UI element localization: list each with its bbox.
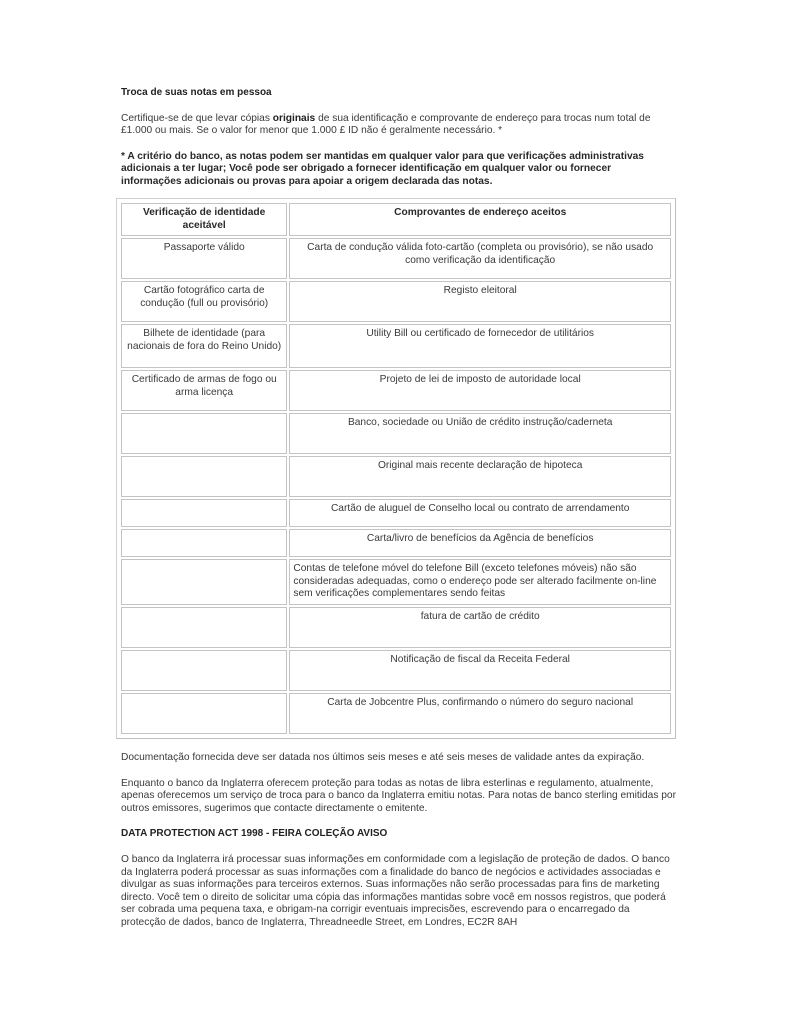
intro-section (121, 87, 673, 203)
other-issuers-note: Enquanto o banco da Inglaterra oferecem proteção para todas as notas de libra esterlinas e regulamento, atualmente, apenas oferecemos um serviço de troca para o banco da Inglaterra emitiu notas. Para notas de banco sterling emitidas por outros emissores, sugerimos que contacte directamente o emitente. (121, 777, 676, 814)
table-row (121, 370, 671, 411)
table-row (121, 529, 671, 557)
requirements-table-container (116, 198, 676, 739)
table-row (121, 281, 671, 322)
section-title: Troca de suas notas em pessoa (121, 87, 272, 98)
address-cell: Cartão de aluguel de Conselho local ou contrato de arrendamento (289, 499, 671, 527)
address-cell: Original mais recente declaração de hipoteca (289, 456, 671, 497)
id-cell: Bilhete de identidade (para nacionais de fora do Reino Unido) (121, 324, 287, 368)
intro-paragraph (121, 113, 673, 138)
id-cell (121, 559, 287, 605)
id-cell (121, 456, 287, 497)
id-cell (121, 499, 287, 527)
table-row (121, 693, 671, 734)
id-cell: Certificado de armas de fogo ou arma licença (121, 370, 287, 411)
table-row (121, 499, 671, 527)
id-cell: Passaporte válido (121, 238, 287, 279)
intro-text-end: de sua identificação e comprovante de endereço para trocas num total de £1.000 ou mais. Se o valor for menor que 1.000 £ ID não é geralmente necessário. * (121, 112, 651, 137)
address-cell: Carta/livro de benefícios da Agência de benefícios (289, 529, 671, 557)
address-cell: Contas de telefone móvel do telefone Bill (exceto telefones móveis) não são consideradas adequadas, como o endereço pode ser alterado facilmente on-line sem verificações complementares sendo feitas (289, 559, 671, 605)
table-row (121, 607, 671, 648)
address-cell: Banco, sociedade ou União de crédito instrução/caderneta (289, 413, 671, 454)
data-protection-title: DATA PROTECTION ACT 1998 - FEIRA COLEÇÃO AVISO (121, 828, 388, 840)
address-cell: Carta de condução válida foto-cartão (completa ou provisório), se não usado como verificação da identificação (289, 238, 671, 279)
address-cell: Notificação de fiscal da Receita Federal (289, 650, 671, 691)
id-cell: Cartão fotográfico carta de condução (full ou provisório) (121, 281, 287, 322)
documentation-note: Documentação fornecida deve ser datada nos últimos seis meses e até seis meses de validade antes da expiração. (121, 752, 645, 763)
address-cell: Carta de Jobcentre Plus, confirmando o número do seguro nacional (289, 693, 671, 734)
requirements-table (119, 201, 673, 736)
table-row (121, 413, 671, 454)
intro-text-bold: originais (272, 112, 316, 124)
table-row (121, 456, 671, 497)
address-cell: Utility Bill ou certificado de fornecedor de utilitários (289, 324, 671, 368)
id-cell (121, 650, 287, 691)
header-address-proof: Comprovantes de endereço aceitos (289, 203, 671, 236)
id-cell (121, 529, 287, 557)
table-header-row (121, 203, 671, 236)
header-id-verification: Verificação de identidade aceitável (121, 203, 287, 236)
table-row (121, 559, 671, 605)
address-cell: fatura de cartão de crédito (289, 607, 671, 648)
bank-discretion-note: * A critério do banco, as notas podem ser mantidas em qualquer valor para que verificações administrativas adicionais a ter lugar; Você pode ser obrigado a fornecer identificação em qualquer valor ou fornecer informações adicionais ou provas para apoiar a origem declarada das notas. (121, 150, 644, 187)
table-row (121, 238, 671, 279)
id-cell (121, 413, 287, 454)
notes-section (121, 752, 677, 943)
address-cell: Registo eleitoral (289, 281, 671, 322)
data-protection-body: O banco da Inglaterra irá processar suas informações em conformidade com a legislação de proteção de dados. O banco da Inglaterra poderá processar as suas informações com a finalidade do banco de negócios e actividades associadas e divulgar as suas informações para terceiros externos. Suas informações não serão processadas para fins de marketing directo. Você tem o direito de solicitar uma cópia das informações mantidas sobre você em nossos registros, que poderá ser cobrada uma pequena taxa, e obrigam-na corrigir eventuais imprecisões, escrevendo para o encarregado da protecção de dados, banco de Inglaterra, Threadneedle Street, em Londres, EC2R 8AH (121, 853, 670, 928)
table-row (121, 650, 671, 691)
id-cell (121, 693, 287, 734)
intro-text-start: Certifique-se de que levar cópias (121, 112, 273, 124)
table-row (121, 324, 671, 368)
address-cell: Projeto de lei de imposto de autoridade local (289, 370, 671, 411)
id-cell (121, 607, 287, 648)
